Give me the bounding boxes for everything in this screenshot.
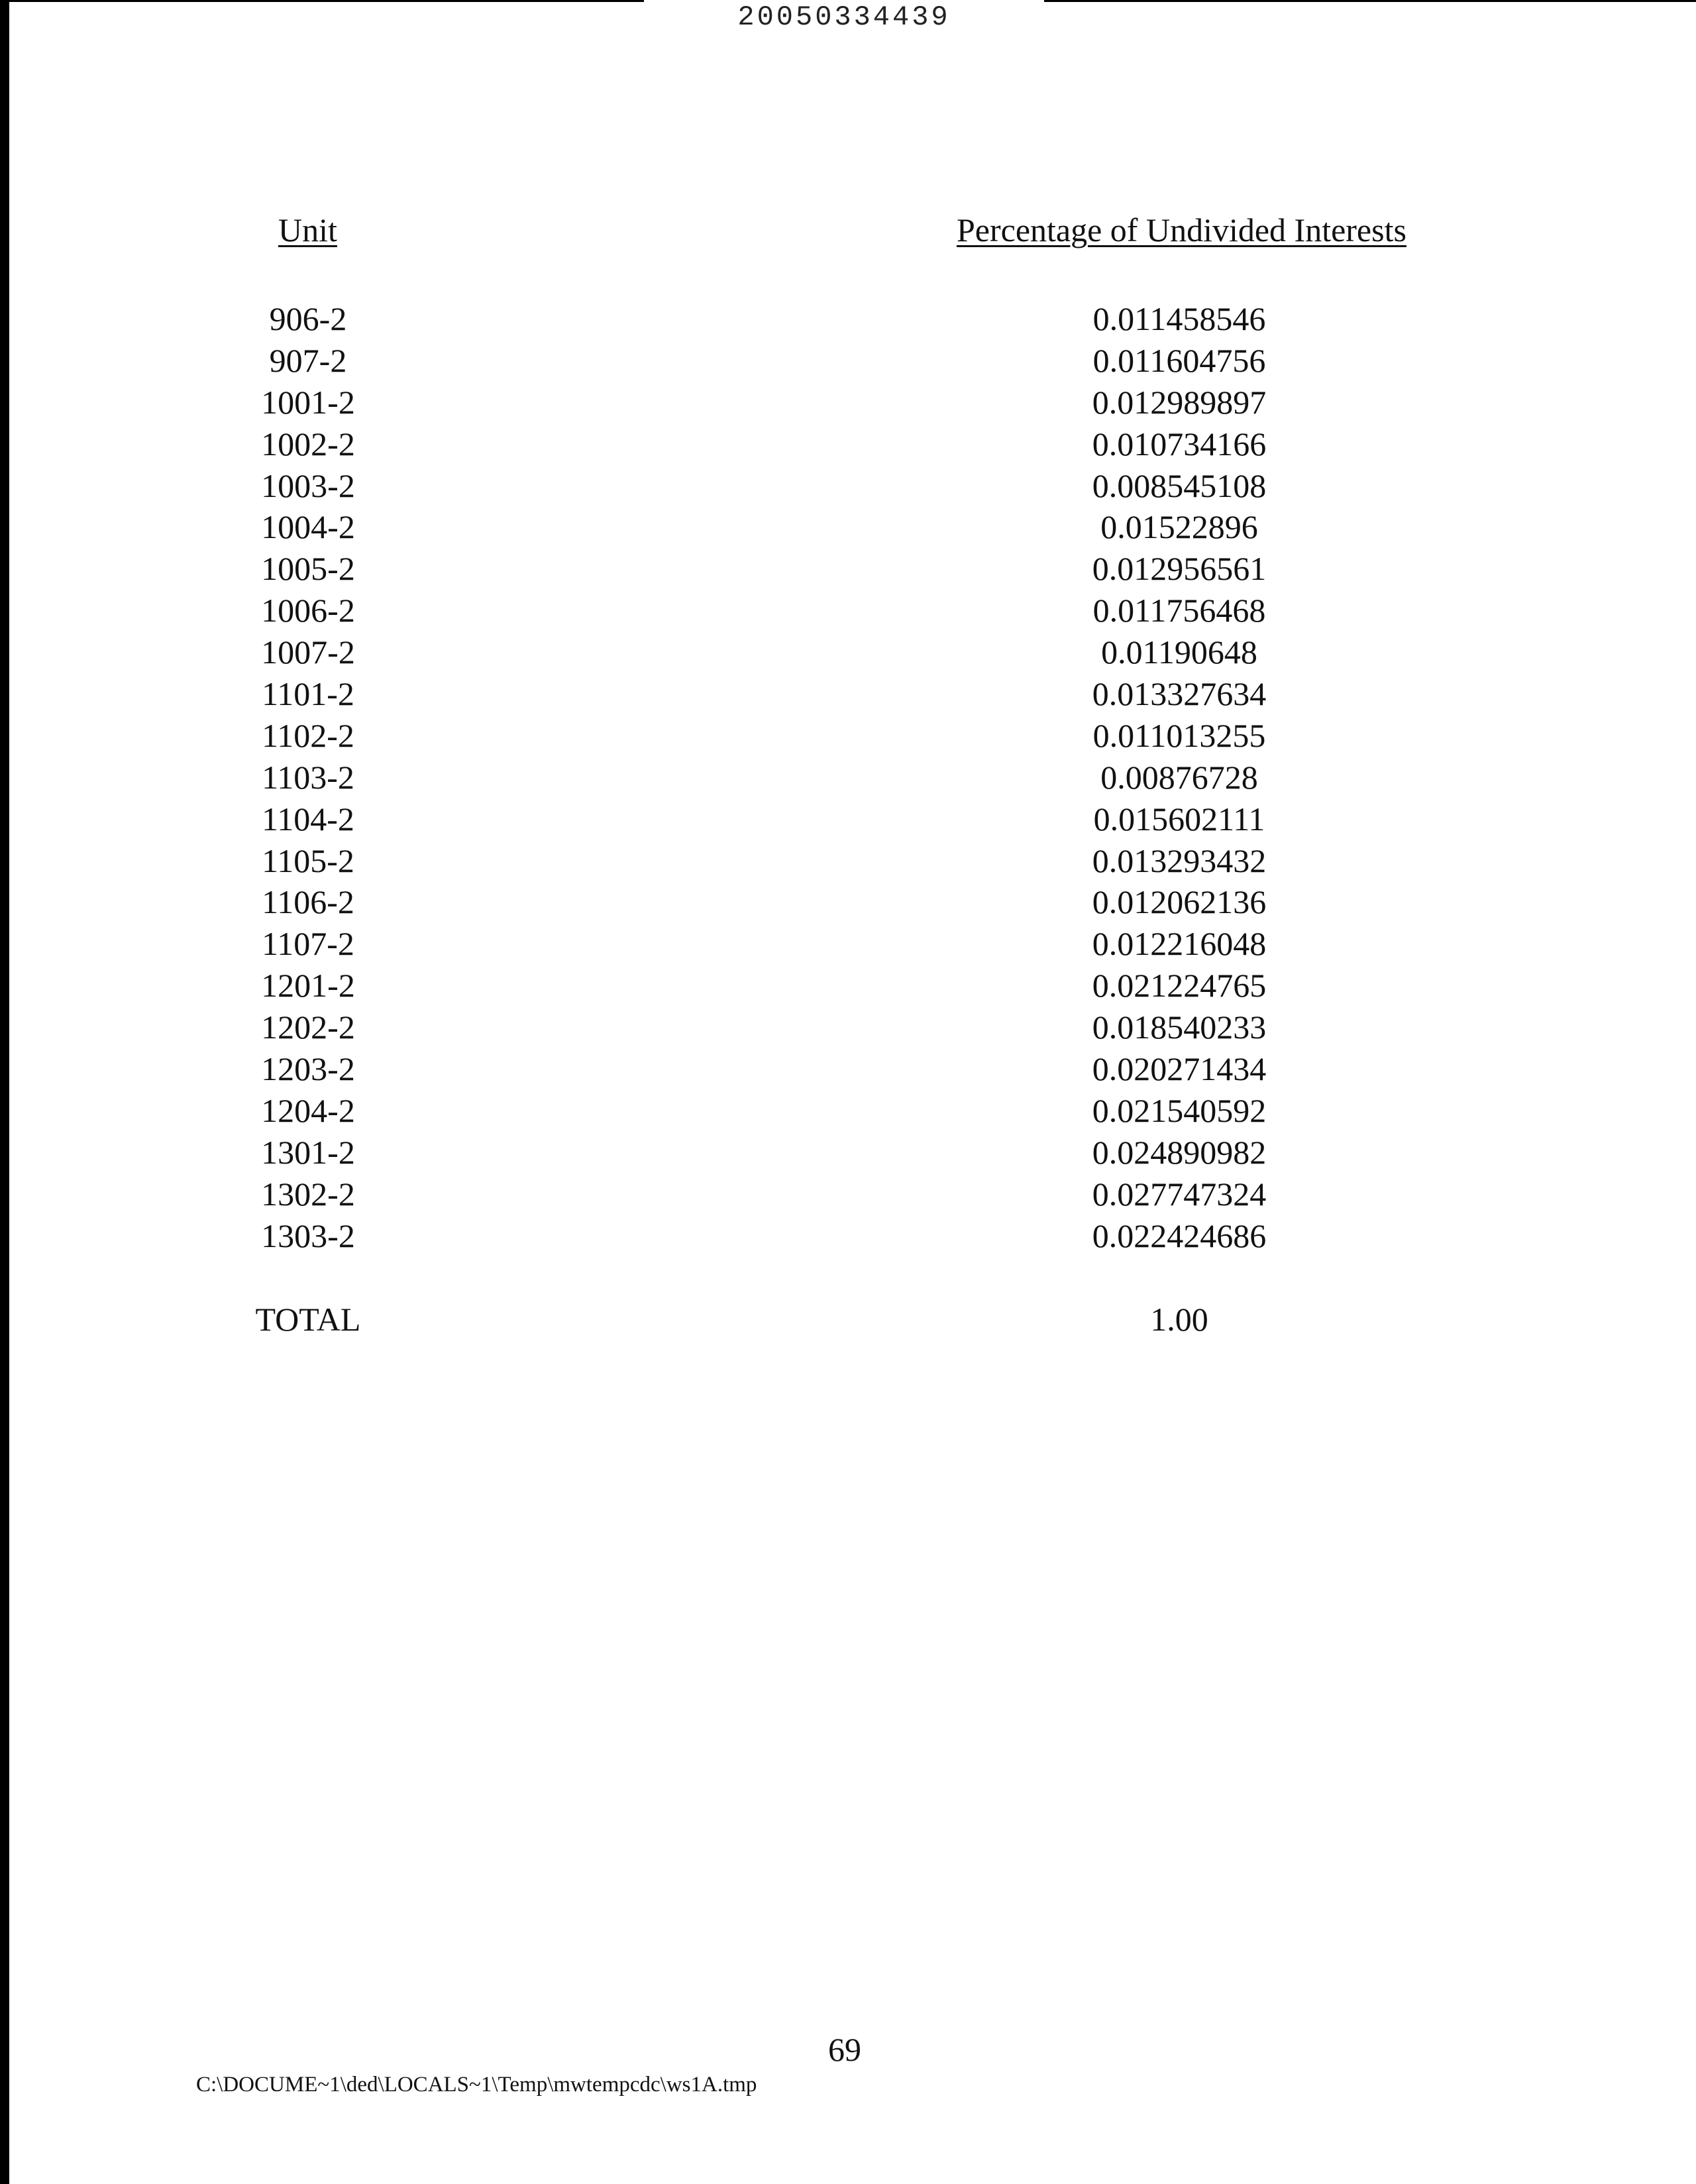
unit-cell: 1303-2 xyxy=(261,1217,355,1254)
table-row xyxy=(0,673,1696,715)
percentage-cell: 0.013327634 xyxy=(1092,675,1267,713)
table-row xyxy=(0,631,1696,673)
percentage-cell: 0.008545108 xyxy=(1092,466,1267,504)
total-row xyxy=(0,1299,1696,1340)
table-row xyxy=(0,548,1696,590)
unit-cell: 1104-2 xyxy=(262,800,354,838)
table-row xyxy=(0,1174,1696,1215)
table-row xyxy=(0,881,1696,923)
top-rule-right xyxy=(1044,0,1696,2)
unit-cell: 1103-2 xyxy=(262,758,354,796)
table-row xyxy=(0,1090,1696,1132)
unit-cell: 1006-2 xyxy=(261,592,355,629)
percentage-cell: 0.024890982 xyxy=(1092,1133,1267,1171)
table-row xyxy=(0,590,1696,631)
percentage-cell: 0.012989897 xyxy=(1092,383,1267,421)
unit-cell: 1202-2 xyxy=(261,1009,355,1046)
unit-cell: 1105-2 xyxy=(262,842,354,879)
percentage-cell: 0.015602111 xyxy=(1093,800,1265,838)
percentage-cell: 0.011756468 xyxy=(1092,592,1266,629)
unit-cell: 1005-2 xyxy=(261,550,355,588)
unit-cell: 1001-2 xyxy=(261,383,355,421)
file-path: C:\DOCUME~1\ded\LOCALS~1\Temp\mwtempcdc\ws1A.tmp xyxy=(196,2073,757,2097)
table-row xyxy=(0,423,1696,465)
percentage-cell: 0.018540233 xyxy=(1092,1009,1267,1046)
unit-cell: 1204-2 xyxy=(261,1091,355,1129)
percentage-cell: 0.010734166 xyxy=(1092,425,1267,463)
unit-cell: 1201-2 xyxy=(261,967,355,1005)
percentage-cell: 0.01190648 xyxy=(1101,633,1257,671)
page-number: 69 xyxy=(828,2031,861,2068)
unit-cell: 1106-2 xyxy=(262,883,354,921)
percentage-cell: 0.027747324 xyxy=(1092,1175,1267,1213)
total-value: 1.00 xyxy=(1150,1301,1208,1338)
table-row xyxy=(0,798,1696,840)
percentage-cell: 0.020271434 xyxy=(1092,1050,1267,1088)
percentage-cell: 0.012062136 xyxy=(1092,883,1267,921)
unit-column-header: Unit xyxy=(278,211,337,248)
unit-cell: 1007-2 xyxy=(261,633,355,671)
top-rule-left xyxy=(0,0,644,2)
percentage-cell: 0.021540592 xyxy=(1092,1091,1267,1129)
unit-cell: 1102-2 xyxy=(262,716,354,754)
percentage-cell: 0.011458546 xyxy=(1092,300,1266,337)
unit-cell: 1004-2 xyxy=(261,508,355,546)
percentage-cell: 0.021224765 xyxy=(1092,967,1267,1005)
unit-cell: 1301-2 xyxy=(261,1133,355,1171)
table-row xyxy=(0,382,1696,423)
percentage-cell: 0.011013255 xyxy=(1092,716,1266,754)
document-number: 20050334439 xyxy=(737,1,951,33)
percentage-cell: 0.012956561 xyxy=(1092,550,1267,588)
unit-cell: 1203-2 xyxy=(261,1050,355,1088)
unit-cell: 1003-2 xyxy=(261,466,355,504)
unit-cell: 1302-2 xyxy=(261,1175,355,1213)
percentage-cell: 0.013293432 xyxy=(1092,842,1267,879)
table-row xyxy=(0,298,1696,340)
table-row xyxy=(0,1132,1696,1174)
table-row xyxy=(0,465,1696,507)
table-row xyxy=(0,965,1696,1007)
unit-cell: 1107-2 xyxy=(262,925,354,963)
unit-table xyxy=(0,298,1696,1256)
table-row xyxy=(0,923,1696,965)
percentage-column-header: Percentage of Undivided Interests xyxy=(957,211,1406,248)
unit-cell: 1002-2 xyxy=(261,425,355,463)
percentage-cell: 0.00876728 xyxy=(1100,758,1258,796)
unit-cell: 1101-2 xyxy=(262,675,354,713)
table-row xyxy=(0,1215,1696,1257)
table-row xyxy=(0,506,1696,548)
table-row xyxy=(0,340,1696,382)
percentage-cell: 0.011604756 xyxy=(1092,341,1266,379)
table-row xyxy=(0,1048,1696,1090)
percentage-cell: 0.022424686 xyxy=(1092,1217,1267,1254)
table-row xyxy=(0,840,1696,882)
total-label: TOTAL xyxy=(255,1301,361,1338)
table-row xyxy=(0,757,1696,798)
percentage-cell: 0.012216048 xyxy=(1092,925,1267,963)
unit-cell: 906-2 xyxy=(269,300,347,337)
table-row xyxy=(0,1007,1696,1048)
percentage-cell: 0.01522896 xyxy=(1100,508,1258,546)
table-row xyxy=(0,715,1696,757)
unit-cell: 907-2 xyxy=(269,341,347,379)
